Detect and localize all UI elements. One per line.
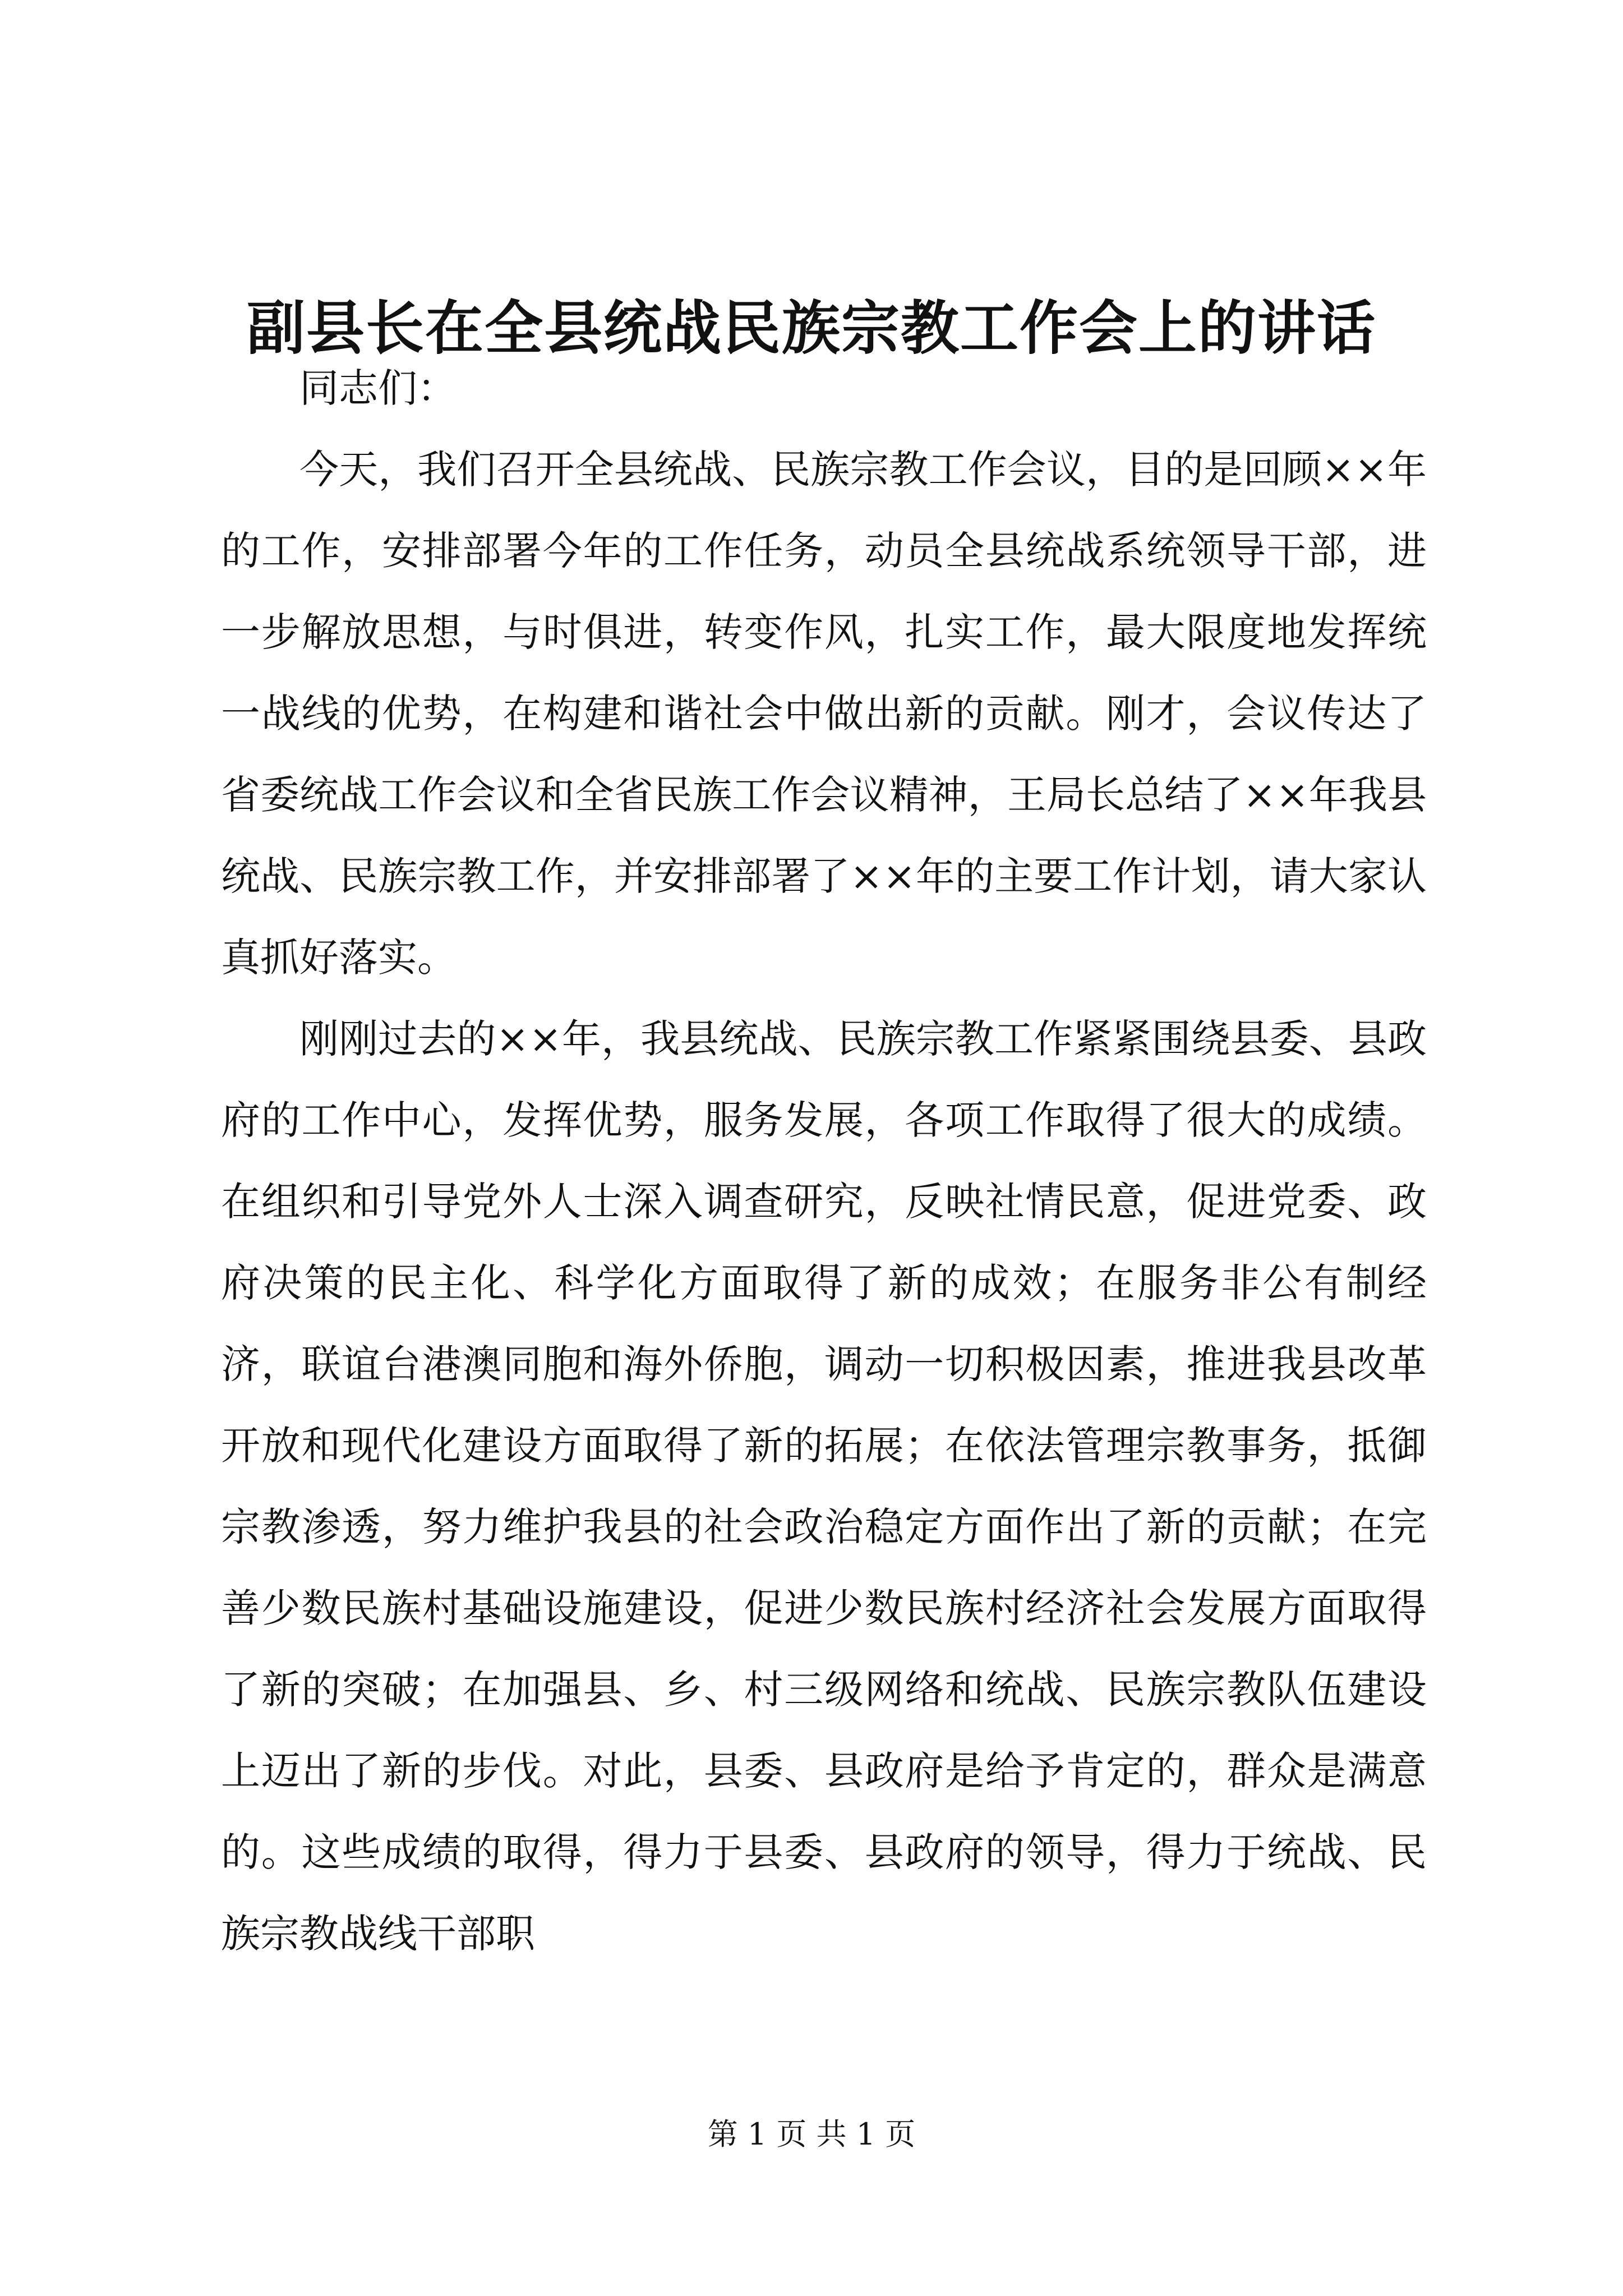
page-footer: 第 1 页 共 1 页 [707,2116,916,2152]
paragraph: 刚刚过去的××年，我县统战、民族宗教工作紧紧围绕县委、县政府的工作中心，发挥优势，服务发展，各项工作取得了很大的成绩。在组织和引导党外人士深入调查研究，反映社情民意，促进党委、政府决策的民主化、科学化方面取得了新的成效；在服务非公有制经济，联谊台港澳同胞和海外侨胞，调动一切积极因素，推进我县改革开放和现代化建设方面取得了新的拓展；在依法管理宗教事务，抵御宗教渗透，努力维护我县的社会政治稳定方面作出了新的贡献；在完善少数民族村基础设施建设，促进少数民族村经济社会发展方面取得了新的突破；在加强县、乡、村三级网络和统战、民族宗教队伍建设上迈出了新的步伐。对此，县委、县政府是给予肯定的，群众是满意的。这些成绩的取得，得力于县委、县政府的领导，得力于统战、民族宗教战线干部职 [221,1016,1427,1957]
document-title: 副县长在全县统战民族宗教工作会上的讲话 [246,293,1376,362]
paragraph: 今天，我们召开全县统战、民族宗教工作会议，目的是回顾××年的工作，安排部署今年的工作任务，动员全县统战系统领导干部，进一步解放思想，与时俱进，转变作风，扎实工作，最大限度地发挥统一战线的优势，在构建和谐社会中做出新的贡献。刚才，会议传达了省委统战工作会议和全省民族工作会议精神，王局长总结了××年我县统战、民族宗教工作，并安排部署了××年的主要工作计划，请大家认真抓好落实。 [221,447,1427,981]
document-body [221,348,1427,1975]
salutation: 同志们： [299,365,457,411]
